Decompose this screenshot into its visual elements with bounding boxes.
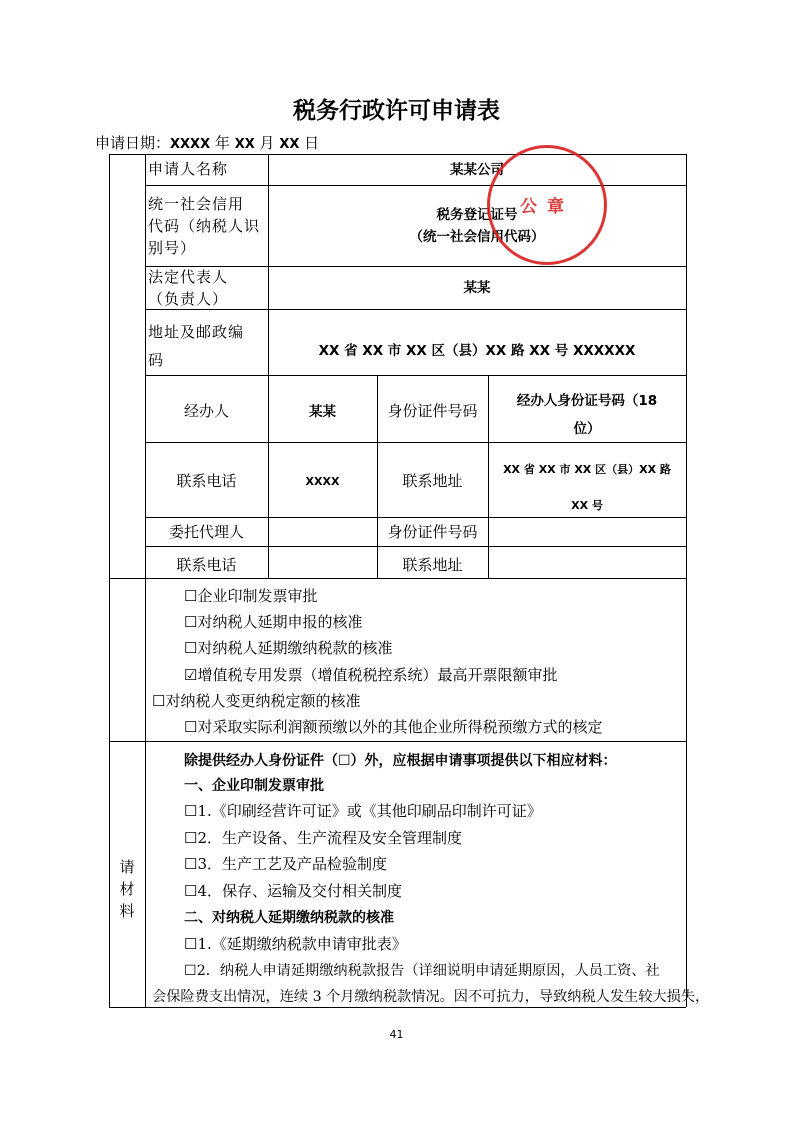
- agent-address-label: 联系地址: [402, 556, 463, 574]
- apply-item-late-payment[interactable]: ☐对纳税人延期缴纳税款的核准: [184, 639, 393, 657]
- material-item[interactable]: ☐2．生产设备、生产流程及安全管理制度: [184, 829, 462, 847]
- materials-section-1: 一、企业印制发票审批: [184, 778, 324, 794]
- materials-section-2: 二、对纳税人延期缴纳税款的核准: [184, 910, 394, 926]
- applicant-name-label: 申请人名称: [148, 160, 229, 178]
- handler-phone-label: 联系电话: [176, 472, 237, 490]
- handler-value: 某某: [309, 404, 336, 420]
- materials-side-label: 请 材 料: [119, 858, 135, 920]
- apply-item-vat-invoice-limit[interactable]: ☑增值税专用发票（增值税税控系统）最高开票限额审批: [184, 666, 558, 684]
- material-item[interactable]: ☐1.《印刷经营许可证》或《其他印刷品印制许可证》: [184, 802, 542, 820]
- address-label: 地址及邮政编 码: [148, 323, 245, 369]
- handler-id-value: 经办人身份证号码（18 位）: [516, 393, 658, 437]
- legal-rep-value: 某某: [463, 280, 491, 296]
- agent-label: 委托代理人: [168, 523, 244, 541]
- handler-address-label: 联系地址: [402, 472, 463, 490]
- material-item[interactable]: ☐4．保存、运输及交付相关制度: [184, 882, 402, 900]
- apply-item-prepayment-method[interactable]: ☐对采取实际利润额预缴以外的其他企业所得税预缴方式的核定: [184, 718, 603, 736]
- apply-item-quota-change[interactable]: ☐对纳税人变更纳税定额的核准: [152, 692, 361, 710]
- handler-phone-value: XXXX: [305, 475, 340, 488]
- applicant-name-value: 某某公司: [450, 162, 504, 178]
- handler-address-value: XX 省 XX 市 XX 区（县）XX 路 XX 号: [503, 463, 671, 512]
- page-number: 41: [389, 1028, 404, 1041]
- address-value: XX 省 XX 市 XX 区（县）XX 路 XX 号 XXXXXX: [318, 343, 636, 359]
- credit-code-value: 税务登记证号 （统一社会信用代码）: [409, 207, 545, 245]
- handler-label: 经办人: [183, 402, 229, 420]
- page-title: 税务行政许可申请表: [293, 98, 500, 124]
- credit-code-label: 统一社会信用 代码（纳税人识 别号）: [148, 195, 261, 257]
- apply-item-invoice-printing[interactable]: ☐企业印制发票审批: [184, 587, 318, 605]
- handler-id-label: 身份证件号码: [387, 402, 478, 420]
- company-seal: 公章: [487, 145, 607, 265]
- material-item[interactable]: ☐2．纳税人申请延期缴纳税款报告（详细说明申请延期原因，人员工资、社: [184, 963, 660, 979]
- legal-rep-label: 法定代表人 （负责人）: [148, 268, 229, 308]
- application-date: 申请日期：XXXX 年 XX 月 XX 日: [95, 134, 320, 152]
- materials-intro: 除提供经办人身份证件（☐）外，应根据申请事项提供以下相应材料：: [184, 753, 617, 769]
- material-item-continued: 会保险费支出情况，连续 3 个月缴纳税款情况。因不可抗力，导致纳税人发生较大损失，: [152, 989, 710, 1005]
- agent-phone-label: 联系电话: [176, 556, 237, 574]
- agent-id-label: 身份证件号码: [387, 523, 478, 541]
- material-item[interactable]: ☐3．生产工艺及产品检验制度: [184, 855, 387, 873]
- material-item[interactable]: ☐1.《延期缴纳税款申请审批表》: [184, 935, 407, 953]
- apply-item-late-filing[interactable]: ☐对纳税人延期申报的核准: [184, 613, 363, 631]
